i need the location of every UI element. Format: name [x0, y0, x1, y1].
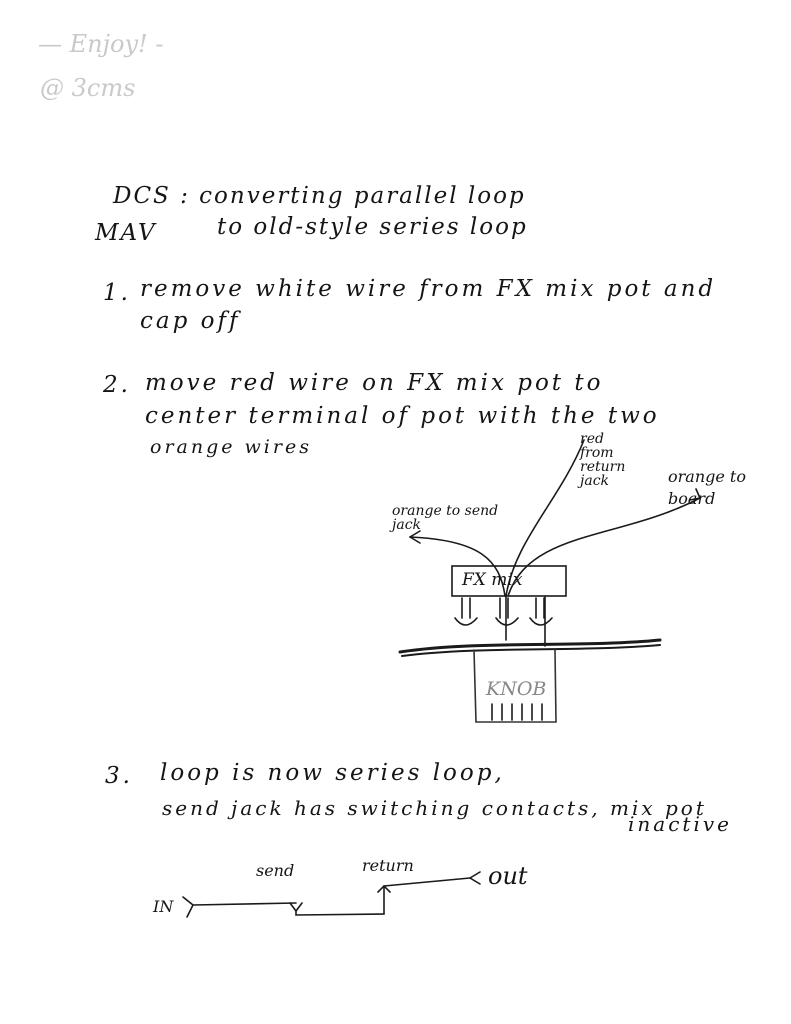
step3-line3: inactive	[628, 812, 732, 836]
loop-label-in: IN	[153, 897, 174, 916]
wire-orange-board	[508, 498, 700, 596]
label-knob: KNOB	[486, 678, 547, 700]
label-wire-orange-board: orange to board	[668, 467, 746, 508]
step3-line2: send jack has switching contacts, mix pot	[162, 796, 707, 820]
step2-line2: center terminal of pot with the two	[145, 403, 660, 429]
loop-wire-send	[193, 903, 296, 905]
step3-line1: loop is now series loop,	[160, 760, 505, 786]
loop-label-out: out	[488, 862, 528, 890]
loop-out-jack	[470, 872, 480, 884]
faint-note-line2: @ 3cms	[40, 74, 136, 102]
faint-note-line1: — Enjoy! -	[38, 30, 164, 58]
loop-wire-link	[296, 886, 384, 915]
loop-wire-return	[384, 878, 470, 886]
loop-label-send: send	[256, 861, 295, 880]
step1-line2: cap off	[140, 308, 241, 334]
step2-line1: move red wire on FX mix pot to	[145, 370, 604, 396]
step1-line1: remove white wire from FX mix pot and	[140, 276, 717, 302]
label-wire-red: red from return jack	[580, 431, 626, 489]
title-line2: to old-style series loop	[217, 214, 528, 240]
author-initials: MAV	[95, 220, 157, 246]
label-pot: FX mix	[462, 570, 523, 590]
loop-in-jack	[183, 897, 193, 917]
step2-line3: orange wires	[150, 436, 312, 458]
step1-number: 1.	[103, 280, 131, 306]
step3-number: 3.	[105, 763, 133, 789]
loop-label-return: return	[362, 856, 414, 875]
step2-number: 2.	[103, 372, 131, 398]
label-wire-orange-send: orange to send jack	[392, 503, 499, 533]
title-line1: DCS : converting parallel loop	[113, 183, 526, 209]
